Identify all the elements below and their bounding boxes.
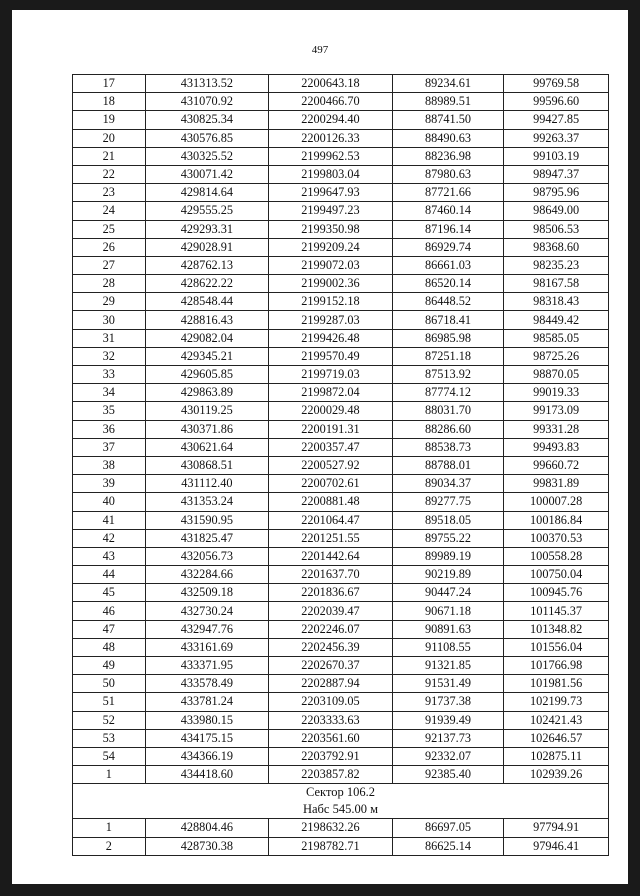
y-local-cell: 100750.04 [504, 566, 609, 584]
y-local-cell: 99019.33 [504, 384, 609, 402]
y-coord-cell: 2199209.24 [269, 238, 393, 256]
y-local-cell: 98318.43 [504, 293, 609, 311]
x-local-cell: 88236.98 [392, 147, 504, 165]
table-row [73, 347, 609, 365]
y-coord-cell: 2200191.31 [269, 420, 393, 438]
y-local-cell: 99331.28 [504, 420, 609, 438]
y-coord-cell: 2199803.04 [269, 165, 393, 183]
table-row [73, 384, 609, 402]
table-row [73, 438, 609, 456]
y-coord-cell: 2199152.18 [269, 293, 393, 311]
x-coord-cell: 430371.86 [145, 420, 269, 438]
x-local-cell: 88538.73 [392, 438, 504, 456]
x-coord-cell: 429555.25 [145, 202, 269, 220]
table-row [73, 584, 609, 602]
table-row [73, 766, 609, 784]
x-local-cell: 89034.37 [392, 475, 504, 493]
x-coord-cell: 428816.43 [145, 311, 269, 329]
point-number-cell: 32 [73, 347, 146, 365]
point-number-cell: 35 [73, 402, 146, 420]
x-coord-cell: 428762.13 [145, 256, 269, 274]
table-row [73, 184, 609, 202]
y-coord-cell: 2200643.18 [269, 75, 393, 93]
y-coord-cell: 2200126.33 [269, 129, 393, 147]
point-number-cell: 17 [73, 75, 146, 93]
x-coord-cell: 433578.49 [145, 675, 269, 693]
y-coord-cell: 2200466.70 [269, 93, 393, 111]
point-number-cell: 34 [73, 384, 146, 402]
y-local-cell: 98870.05 [504, 366, 609, 384]
table-row [73, 420, 609, 438]
x-local-cell: 88741.50 [392, 111, 504, 129]
x-local-cell: 91737.38 [392, 693, 504, 711]
table-row [73, 165, 609, 183]
x-local-cell: 88286.60 [392, 420, 504, 438]
sector-header-cell [73, 784, 609, 819]
y-coord-cell: 2198782.71 [269, 837, 393, 855]
y-coord-cell: 2200527.92 [269, 456, 393, 474]
table-row [73, 747, 609, 765]
x-coord-cell: 433371.95 [145, 657, 269, 675]
y-coord-cell: 2202887.94 [269, 675, 393, 693]
y-coord-cell: 2201251.55 [269, 529, 393, 547]
x-local-cell: 86985.98 [392, 329, 504, 347]
x-coord-cell: 429293.31 [145, 220, 269, 238]
table-row [73, 693, 609, 711]
coordinates-rows [73, 75, 609, 784]
x-local-cell: 87460.14 [392, 202, 504, 220]
y-coord-cell: 2202246.07 [269, 620, 393, 638]
point-number-cell: 24 [73, 202, 146, 220]
point-number-cell: 53 [73, 729, 146, 747]
point-number-cell: 54 [73, 747, 146, 765]
table-row [73, 819, 609, 837]
y-coord-cell: 2200357.47 [269, 438, 393, 456]
table-row [73, 402, 609, 420]
x-coord-cell: 429605.85 [145, 366, 269, 384]
y-coord-cell: 2199497.23 [269, 202, 393, 220]
y-local-cell: 98368.60 [504, 238, 609, 256]
y-local-cell: 100945.76 [504, 584, 609, 602]
x-local-cell: 91108.55 [392, 638, 504, 656]
page-number: 497 [311, 44, 329, 56]
y-coord-cell: 2199350.98 [269, 220, 393, 238]
point-number-cell: 28 [73, 275, 146, 293]
x-coord-cell: 430621.64 [145, 438, 269, 456]
x-local-cell: 86697.05 [392, 819, 504, 837]
point-number-cell: 49 [73, 657, 146, 675]
x-local-cell: 86625.14 [392, 837, 504, 855]
y-coord-cell: 2203561.60 [269, 729, 393, 747]
table-row [73, 293, 609, 311]
x-local-cell: 89234.61 [392, 75, 504, 93]
y-coord-cell: 2203109.05 [269, 693, 393, 711]
x-coord-cell: 431070.92 [145, 93, 269, 111]
y-coord-cell: 2200702.61 [269, 475, 393, 493]
y-local-cell: 100007.28 [504, 493, 609, 511]
y-coord-cell: 2203792.91 [269, 747, 393, 765]
y-coord-cell: 2200881.48 [269, 493, 393, 511]
x-local-cell: 90891.63 [392, 620, 504, 638]
table-row [73, 456, 609, 474]
x-coord-cell: 430868.51 [145, 456, 269, 474]
point-number-cell: 1 [73, 819, 146, 837]
y-coord-cell: 2201064.47 [269, 511, 393, 529]
point-number-cell: 44 [73, 566, 146, 584]
x-local-cell: 89755.22 [392, 529, 504, 547]
y-coord-cell: 2199647.93 [269, 184, 393, 202]
point-number-cell: 40 [73, 493, 146, 511]
x-local-cell: 88031.70 [392, 402, 504, 420]
x-local-cell: 87196.14 [392, 220, 504, 238]
y-local-cell: 98167.58 [504, 275, 609, 293]
point-number-cell: 21 [73, 147, 146, 165]
y-local-cell: 97794.91 [504, 819, 609, 837]
y-local-cell: 102875.11 [504, 747, 609, 765]
x-coord-cell: 429028.91 [145, 238, 269, 256]
y-local-cell: 98585.05 [504, 329, 609, 347]
y-local-cell: 101145.37 [504, 602, 609, 620]
y-local-cell: 100186.84 [504, 511, 609, 529]
y-coord-cell: 2201637.70 [269, 566, 393, 584]
table-row [73, 729, 609, 747]
x-local-cell: 88490.63 [392, 129, 504, 147]
y-local-cell: 99493.83 [504, 438, 609, 456]
point-number-cell: 48 [73, 638, 146, 656]
point-number-cell: 37 [73, 438, 146, 456]
x-coord-cell: 431825.47 [145, 529, 269, 547]
point-number-cell: 30 [73, 311, 146, 329]
table-row [73, 238, 609, 256]
y-coord-cell: 2200029.48 [269, 402, 393, 420]
table-row [73, 256, 609, 274]
y-coord-cell: 2199287.03 [269, 311, 393, 329]
point-number-cell: 47 [73, 620, 146, 638]
y-coord-cell: 2202456.39 [269, 638, 393, 656]
table-row [73, 638, 609, 656]
x-local-cell: 86661.03 [392, 256, 504, 274]
point-number-cell: 38 [73, 456, 146, 474]
y-local-cell: 102939.26 [504, 766, 609, 784]
point-number-cell: 27 [73, 256, 146, 274]
x-coord-cell: 432056.73 [145, 547, 269, 565]
y-local-cell: 98449.42 [504, 311, 609, 329]
y-local-cell: 101981.56 [504, 675, 609, 693]
x-coord-cell: 430576.85 [145, 129, 269, 147]
point-number-cell: 45 [73, 584, 146, 602]
x-local-cell: 87980.63 [392, 165, 504, 183]
y-coord-cell: 2200294.40 [269, 111, 393, 129]
x-local-cell: 87251.18 [392, 347, 504, 365]
sector-coordinates-rows [73, 819, 609, 855]
table-row [73, 366, 609, 384]
y-local-cell: 99103.19 [504, 147, 609, 165]
x-coord-cell: 434175.15 [145, 729, 269, 747]
x-coord-cell: 434418.60 [145, 766, 269, 784]
x-local-cell: 87513.92 [392, 366, 504, 384]
table-row [73, 329, 609, 347]
x-coord-cell: 432284.66 [145, 566, 269, 584]
y-local-cell: 98947.37 [504, 165, 609, 183]
point-number-cell: 31 [73, 329, 146, 347]
table-row [73, 493, 609, 511]
point-number-cell: 26 [73, 238, 146, 256]
x-coord-cell: 433980.15 [145, 711, 269, 729]
table-row [73, 475, 609, 493]
point-number-cell: 1 [73, 766, 146, 784]
y-coord-cell: 2198632.26 [269, 819, 393, 837]
y-local-cell: 99427.85 [504, 111, 609, 129]
table-row [73, 220, 609, 238]
x-coord-cell: 428548.44 [145, 293, 269, 311]
table-row [73, 675, 609, 693]
point-number-cell: 41 [73, 511, 146, 529]
table-row [73, 75, 609, 93]
y-coord-cell: 2199426.48 [269, 329, 393, 347]
table-row [73, 311, 609, 329]
x-coord-cell: 429863.89 [145, 384, 269, 402]
document-page [12, 10, 628, 884]
y-local-cell: 99769.58 [504, 75, 609, 93]
y-coord-cell: 2199872.04 [269, 384, 393, 402]
x-local-cell: 92332.07 [392, 747, 504, 765]
y-local-cell: 98506.53 [504, 220, 609, 238]
y-coord-cell: 2202039.47 [269, 602, 393, 620]
x-coord-cell: 433161.69 [145, 638, 269, 656]
y-local-cell: 98235.23 [504, 256, 609, 274]
y-local-cell: 101766.98 [504, 657, 609, 675]
y-coord-cell: 2199002.36 [269, 275, 393, 293]
y-local-cell: 98649.00 [504, 202, 609, 220]
x-local-cell: 88989.51 [392, 93, 504, 111]
y-coord-cell: 2199072.03 [269, 256, 393, 274]
point-number-cell: 39 [73, 475, 146, 493]
y-coord-cell: 2201442.64 [269, 547, 393, 565]
x-local-cell: 86448.52 [392, 293, 504, 311]
x-local-cell: 87774.12 [392, 384, 504, 402]
y-local-cell: 100370.53 [504, 529, 609, 547]
point-number-cell: 25 [73, 220, 146, 238]
point-number-cell: 29 [73, 293, 146, 311]
table-row [73, 529, 609, 547]
x-coord-cell: 431590.95 [145, 511, 269, 529]
x-coord-cell: 432509.18 [145, 584, 269, 602]
point-number-cell: 19 [73, 111, 146, 129]
point-number-cell: 42 [73, 529, 146, 547]
x-coord-cell: 430071.42 [145, 165, 269, 183]
y-coord-cell: 2201836.67 [269, 584, 393, 602]
x-local-cell: 89518.05 [392, 511, 504, 529]
point-number-cell: 52 [73, 711, 146, 729]
y-local-cell: 102646.57 [504, 729, 609, 747]
table-row [73, 657, 609, 675]
table-row [73, 547, 609, 565]
x-local-cell: 90447.24 [392, 584, 504, 602]
point-number-cell: 2 [73, 837, 146, 855]
x-coord-cell: 428622.22 [145, 275, 269, 293]
table-row [73, 566, 609, 584]
y-coord-cell: 2203333.63 [269, 711, 393, 729]
point-number-cell: 50 [73, 675, 146, 693]
y-local-cell: 101556.04 [504, 638, 609, 656]
table-row [73, 711, 609, 729]
point-number-cell: 23 [73, 184, 146, 202]
table-row [73, 620, 609, 638]
table-row [73, 93, 609, 111]
y-local-cell: 99263.37 [504, 129, 609, 147]
x-coord-cell: 430119.25 [145, 402, 269, 420]
x-coord-cell: 433781.24 [145, 693, 269, 711]
coordinates-table [72, 74, 609, 856]
x-local-cell: 86520.14 [392, 275, 504, 293]
x-local-cell: 90671.18 [392, 602, 504, 620]
y-local-cell: 99831.89 [504, 475, 609, 493]
x-coord-cell: 430325.52 [145, 147, 269, 165]
y-local-cell: 98725.26 [504, 347, 609, 365]
point-number-cell: 18 [73, 93, 146, 111]
x-local-cell: 86929.74 [392, 238, 504, 256]
y-local-cell: 99173.09 [504, 402, 609, 420]
table-row [73, 511, 609, 529]
y-local-cell: 99660.72 [504, 456, 609, 474]
table-row [73, 202, 609, 220]
x-coord-cell: 430825.34 [145, 111, 269, 129]
x-local-cell: 92385.40 [392, 766, 504, 784]
y-local-cell: 99596.60 [504, 93, 609, 111]
y-local-cell: 100558.28 [504, 547, 609, 565]
x-local-cell: 89277.75 [392, 493, 504, 511]
sector-section [73, 784, 609, 819]
x-coord-cell: 429814.64 [145, 184, 269, 202]
y-local-cell: 97946.41 [504, 837, 609, 855]
x-local-cell: 89989.19 [392, 547, 504, 565]
point-number-cell: 51 [73, 693, 146, 711]
x-local-cell: 91939.49 [392, 711, 504, 729]
sector-subtitle: Набс 545.00 м [302, 802, 379, 817]
x-local-cell: 86718.41 [392, 311, 504, 329]
x-local-cell: 92137.73 [392, 729, 504, 747]
x-coord-cell: 429082.04 [145, 329, 269, 347]
point-number-cell: 33 [73, 366, 146, 384]
x-local-cell: 87721.66 [392, 184, 504, 202]
x-coord-cell: 432730.24 [145, 602, 269, 620]
point-number-cell: 22 [73, 165, 146, 183]
table-row [73, 129, 609, 147]
point-number-cell: 20 [73, 129, 146, 147]
table-row [73, 275, 609, 293]
table-row [73, 602, 609, 620]
x-local-cell: 88788.01 [392, 456, 504, 474]
y-local-cell: 98795.96 [504, 184, 609, 202]
x-local-cell: 90219.89 [392, 566, 504, 584]
y-local-cell: 102421.43 [504, 711, 609, 729]
y-coord-cell: 2199719.03 [269, 366, 393, 384]
table-row [73, 837, 609, 855]
y-coord-cell: 2199962.53 [269, 147, 393, 165]
x-coord-cell: 431313.52 [145, 75, 269, 93]
x-coord-cell: 429345.21 [145, 347, 269, 365]
x-coord-cell: 431112.40 [145, 475, 269, 493]
x-local-cell: 91531.49 [392, 675, 504, 693]
point-number-cell: 46 [73, 602, 146, 620]
sector-header-row [73, 784, 609, 819]
table-row [73, 111, 609, 129]
y-coord-cell: 2199570.49 [269, 347, 393, 365]
x-coord-cell: 428804.46 [145, 819, 269, 837]
y-local-cell: 101348.82 [504, 620, 609, 638]
x-coord-cell: 432947.76 [145, 620, 269, 638]
point-number-cell: 36 [73, 420, 146, 438]
x-coord-cell: 428730.38 [145, 837, 269, 855]
sector-title: Сектор 106.2 [306, 785, 375, 800]
x-coord-cell: 434366.19 [145, 747, 269, 765]
y-local-cell: 102199.73 [504, 693, 609, 711]
y-coord-cell: 2203857.82 [269, 766, 393, 784]
x-local-cell: 91321.85 [392, 657, 504, 675]
x-coord-cell: 431353.24 [145, 493, 269, 511]
y-coord-cell: 2202670.37 [269, 657, 393, 675]
table-row [73, 147, 609, 165]
point-number-cell: 43 [73, 547, 146, 565]
